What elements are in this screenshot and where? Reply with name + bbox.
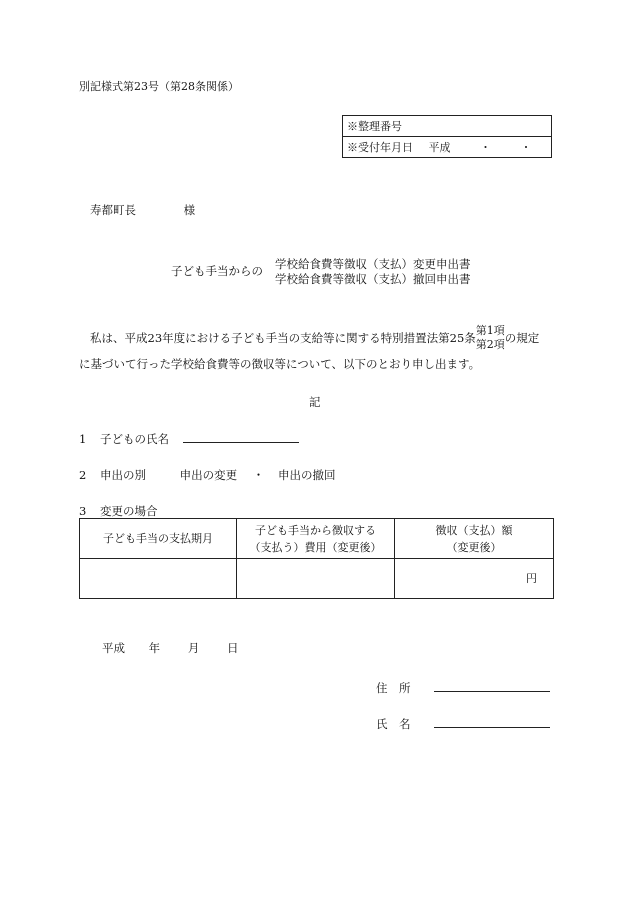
name-row	[376, 716, 550, 732]
payment-month-cell[interactable]	[80, 559, 237, 599]
clause-fraction	[476, 324, 505, 352]
address-field[interactable]	[434, 681, 550, 692]
received-date-field: ※受付年月日 平成 ・ ・	[343, 137, 552, 158]
address-label: 住 所	[376, 681, 411, 695]
heading-option-withdraw: 学校給食費等徴収（支払）撤回申出書	[275, 272, 471, 286]
form-number: 別記様式第23号（第28条関係）	[79, 80, 239, 93]
change-table	[79, 518, 554, 599]
statement-line-1: 私は、平成23年度における子ども手当の支給等に関する特別措置法第25条 第1項 第2項 の規定	[90, 324, 540, 351]
clause-1: 第1項	[475, 324, 505, 337]
heading-prefix: 子ども手当からの	[171, 264, 263, 278]
clause-2: 第2項	[475, 338, 505, 351]
mayor-title: 寿都町長	[90, 203, 136, 217]
amount-cell[interactable]	[395, 559, 554, 599]
item-3: 3 変更の場合	[79, 504, 158, 518]
child-name-field[interactable]	[183, 432, 299, 443]
name-field[interactable]	[434, 717, 550, 728]
name-label: 氏 名	[376, 717, 411, 731]
header-expense: 子ども手当から徴収する （支払う）費用（変更後）	[237, 519, 395, 559]
item-1: 1 子どもの氏名	[79, 431, 299, 447]
addressee	[90, 202, 195, 218]
honorific: 様	[183, 203, 196, 217]
header-payment-month: 子ども手当の支払期月	[80, 519, 237, 559]
address-row	[376, 680, 550, 696]
header-amount: 徴収（支払）額 （変更後）	[395, 519, 554, 559]
option-withdraw[interactable]: 申出の撤回	[277, 468, 336, 482]
expense-cell[interactable]	[237, 559, 395, 599]
office-use-box	[342, 115, 552, 158]
statement-line-2: に基づいて行った学校給食費等の徴収等について、以下のとおり申し出ます。	[79, 357, 481, 371]
reference-number-field: ※整理番号	[343, 116, 552, 137]
application-date: 平成 年 月 日	[102, 641, 239, 655]
heading-option-change: 学校給食費等徴収（支払）変更申出書	[275, 257, 471, 271]
item-2: 2 申出の別 申出の変更 ・ 申出の撤回	[79, 468, 336, 482]
ki-heading: 記	[309, 395, 321, 409]
option-change[interactable]: 申出の変更	[179, 468, 238, 482]
yen-unit: 円	[526, 572, 537, 585]
